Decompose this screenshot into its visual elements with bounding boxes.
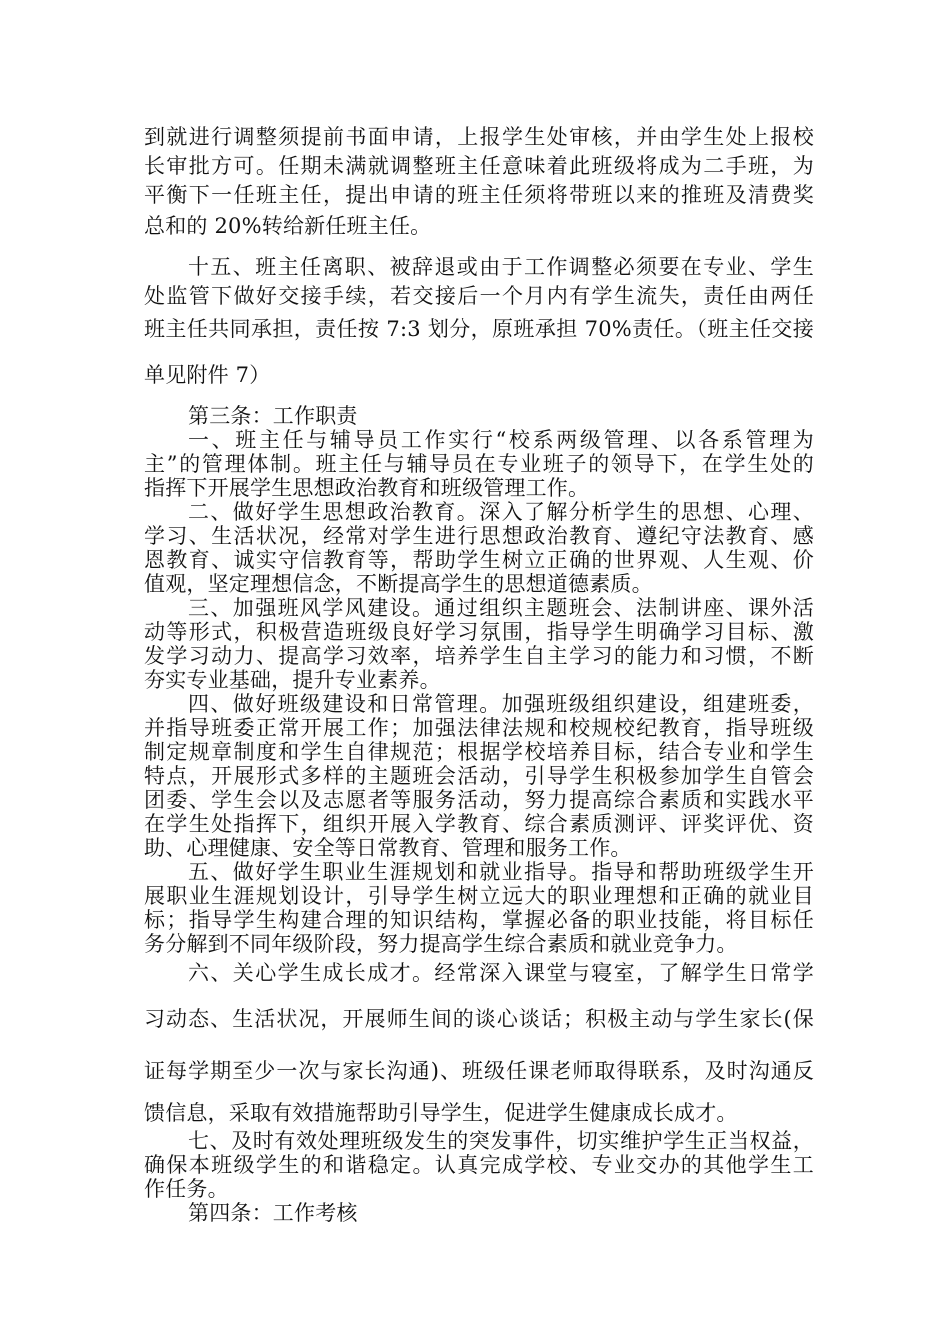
paragraph-line: 十五、班主任离职、被辞退或由于工作调整必须要在专业、学生 <box>188 255 814 279</box>
paragraph-line: 展职业生涯规划设计，引导学生树立远大的职业理想和正确的就业目 <box>144 884 814 908</box>
paragraph-line: 证每学期至少一次与家长沟通)、班级任课老师取得联系，及时沟通反 <box>144 1059 814 1083</box>
paragraph-line: 主”的管理体制。班主任与辅导员在专业班子的领导下，在学生处的 <box>144 452 814 476</box>
article-heading: 第三条：工作职责 <box>188 404 358 428</box>
paragraph-line: 五、做好学生职业生涯规划和就业指导。指导和帮助班级学生开 <box>188 860 814 884</box>
paragraph-line: 单见附件 7） <box>144 363 271 387</box>
paragraph-line: 动等形式，积极营造班级良好学习氛围，指导学生明确学习目标、激 <box>144 620 814 644</box>
paragraph-line: 并指导班委正常开展工作；加强法律法规和校规校纪教育，指导班级 <box>144 716 814 740</box>
article-heading: 第四条：工作考核 <box>188 1201 358 1225</box>
paragraph-line: 馈信息，采取有效措施帮助引导学生，促进学生健康成长成才。 <box>144 1101 738 1125</box>
paragraph-line: 总和的 20%转给新任班主任。 <box>144 214 432 238</box>
paragraph-line: 班主任共同承担，责任按 7:3 划分，原班承担 70%责任。（班主任交接 <box>144 317 814 341</box>
paragraph-line: 作任务。 <box>144 1177 229 1201</box>
paragraph-line: 平衡下一任班主任，提出申请的班主任须将带班以来的推班及清费奖 <box>144 183 814 207</box>
paragraph-line: 到就进行调整须提前书面申请，上报学生处审核，并由学生处上报校 <box>144 125 814 149</box>
paragraph-line: 在学生处指挥下，组织开展入学教育、综合素质测评、评奖评优、资 <box>144 812 814 836</box>
paragraph-line: 务分解到不同年级阶段，努力提高学生综合素质和就业竞争力。 <box>144 932 738 956</box>
paragraph-line: 值观，坚定理想信念，不断提高学生的思想道德素质。 <box>144 572 653 596</box>
paragraph-line: 六、关心学生成长成才。经常深入课堂与寝室，了解学生日常学 <box>188 961 814 985</box>
paragraph-line: 指挥下开展学生思想政治教育和班级管理工作。 <box>144 476 590 500</box>
paragraph-line: 特点，开展形式多样的主题班会活动，引导学生积极参加学生自管会 <box>144 764 814 788</box>
paragraph-line: 学习、生活状况，经常对学生进行思想政治教育、遵纪守法教育、感 <box>144 524 814 548</box>
paragraph-line: 三、加强班风学风建设。通过组织主题班会、法制讲座、课外活 <box>188 596 814 620</box>
paragraph-line: 标；指导学生构建合理的知识结构，掌握必备的职业技能，将目标任 <box>144 908 814 932</box>
paragraph-line: 长审批方可。任期未满就调整班主任意味着此班级将成为二手班，为 <box>144 154 814 178</box>
paragraph-line: 发学习动力、提高学习效率，培养学生自主学习的能力和习惯，不断 <box>144 644 814 668</box>
paragraph-line: 助、心理健康、安全等日常教育、管理和服务工作。 <box>144 836 632 860</box>
paragraph-line: 二、做好学生思想政治教育。深入了解分析学生的思想、心理、 <box>188 500 814 524</box>
paragraph-line: 团委、学生会以及志愿者等服务活动，努力提高综合素质和实践水平 <box>144 788 814 812</box>
paragraph-line: 夯实专业基础，提升专业素养。 <box>144 668 441 692</box>
paragraph-line: 习动态、生活状况，开展师生间的谈心谈话；积极主动与学生家长(保 <box>144 1007 814 1031</box>
paragraph-line: 七、及时有效处理班级发生的突发事件，切实维护学生正当权益， <box>188 1129 814 1153</box>
paragraph-line: 确保本班级学生的和谐稳定。认真完成学校、专业交办的其他学生工 <box>144 1153 814 1177</box>
paragraph-line: 处监管下做好交接手续，若交接后一个月内有学生流失，责任由两任 <box>144 284 814 308</box>
paragraph-line: 恩教育、诚实守信教育等，帮助学生树立正确的世界观、人生观、价 <box>144 548 814 572</box>
paragraph-line: 一、班主任与辅导员工作实行“校系两级管理、以各系管理为 <box>188 428 814 452</box>
paragraph-line: 四、做好班级建设和日常管理。加强班级组织建设，组建班委， <box>188 692 814 716</box>
paragraph-line: 制定规章制度和学生自律规范；根据学校培养目标，结合专业和学生 <box>144 740 814 764</box>
